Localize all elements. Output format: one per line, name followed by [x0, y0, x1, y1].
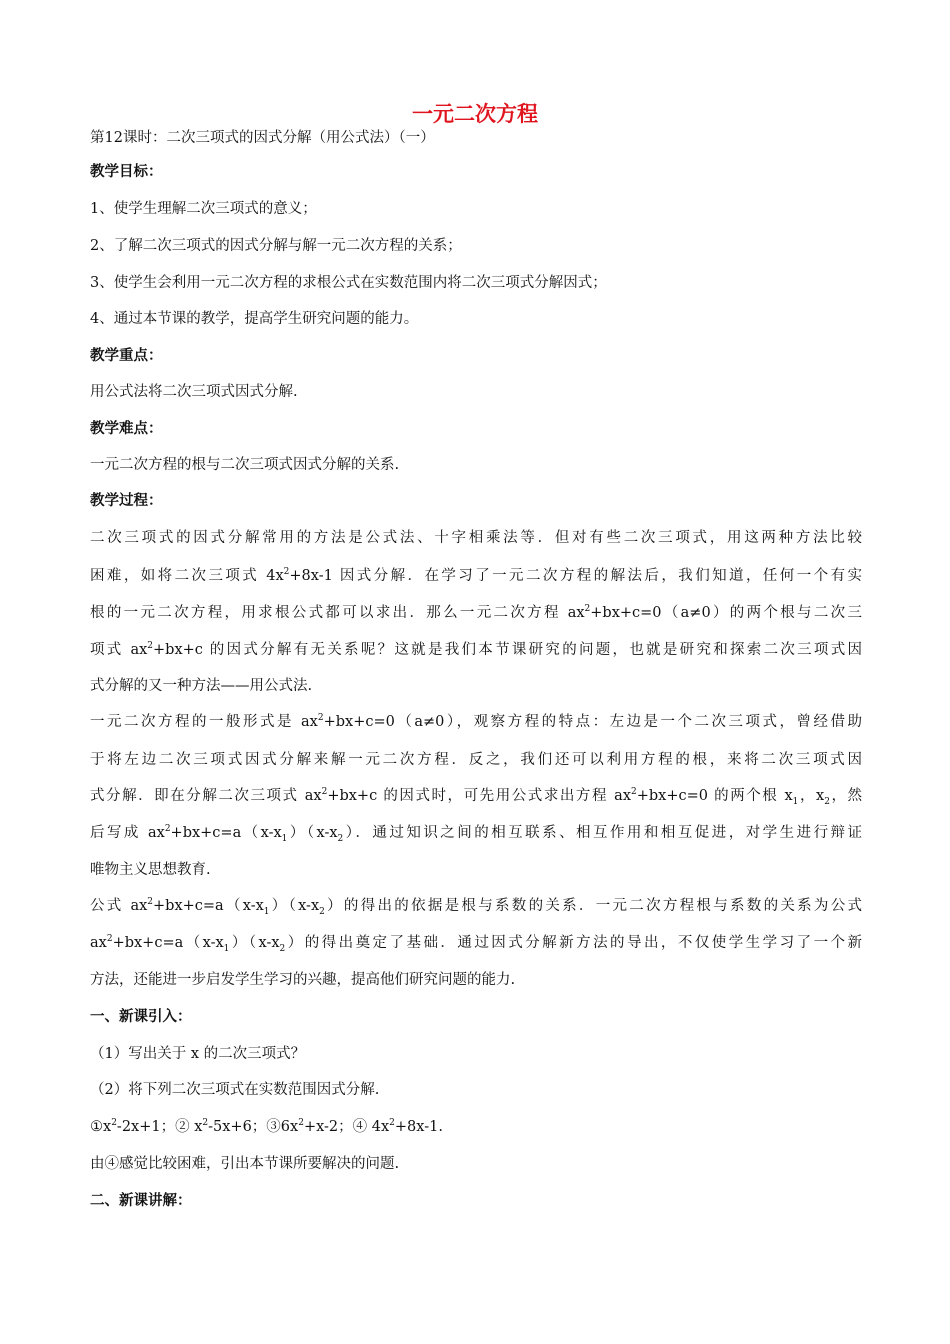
question-item: （2）将下列二次三项式在实数范围因式分解.: [90, 1082, 380, 1098]
paragraph-line: 后写成 $ax^2+bx+c=a(x-x_1)(x-x_2)$．通过知识之间的相互联系、相互作用和相互促进，对学生进行辩证: [90, 824, 862, 844]
section-heading-lecture: 二、新课讲解：: [90, 1193, 192, 1209]
goal-item: 1、使学生理解二次三项式的意义；: [90, 201, 317, 217]
paragraph-line: 一元二次方程的一般形式是 $ax^2+bx+c=0(a\ne 0)$，观察方程的特点：左边是一个二次三项式，曾经借助: [90, 713, 862, 730]
goal-item: 3、使学生会利用一元二次方程的求根公式在实数范围内将二次三项式分解因式；: [90, 275, 607, 291]
key-point-heading: 教学重点：: [90, 348, 163, 364]
paragraph-line: 式分解的又一种方法——用公式法.: [90, 678, 313, 694]
paragraph-line: 困难，如将二次三项式 $4x^2+8x-1$ 因式分解．在学习了一元二次方程的解法后，我们知道，任何一个有实: [90, 567, 862, 584]
paragraph-line: 唯物主义思想教育.: [90, 862, 211, 878]
lesson-subtitle: 第12课时：二次三项式的因式分解（用公式法）（一）: [90, 130, 435, 146]
paragraph-line: 方法，还能进一步启发学生学习的兴趣，提高他们研究问题的能力.: [90, 972, 516, 988]
difficulty-text: 一元二次方程的根与二次三项式因式分解的关系.: [90, 457, 400, 473]
goals-heading: 教学目标：: [90, 164, 163, 180]
paragraph-line: 二次三项式的因式分解常用的方法是公式法、十字相乘法等．但对有些二次三项式，用这两种方法比较: [90, 530, 862, 546]
conclusion-text: 由④感觉比较困难，引出本节课所要解决的问题.: [90, 1156, 400, 1172]
goal-item: 2、了解二次三项式的因式分解与解一元二次方程的关系；: [90, 238, 462, 254]
key-point-text: 用公式法将二次三项式因式分解.: [90, 384, 298, 400]
paragraph-line: 于将左边二次三项式因式分解来解一元二次方程．反之，我们还可以利用方程的根，来将二次三项式因: [90, 752, 862, 768]
process-heading: 教学过程：: [90, 493, 163, 509]
goal-item: 4、通过本节课的教学，提高学生研究问题的能力。: [90, 311, 419, 327]
exercise-list: $①x^2-2x+1$；② $x^2-5x+6$；$③6x^2+x-2$；④ $4x^2+8x-1$.: [90, 1118, 443, 1135]
paragraph-line: 公式 $ax^2+bx+c=a(x-x_1)(x-x_2)$的得出的依据是根与系数的关系．一元二次方程根与系数的关系为公式: [90, 897, 862, 917]
section-heading-intro: 一、新课引入：: [90, 1009, 192, 1025]
question-item: （1）写出关于 x 的二次三项式？: [90, 1046, 306, 1062]
paragraph-line: 根的一元二次方程，用求根公式都可以求出．那么一元二次方程 $ax^2+bx+c=0(a\ne 0)$的两个根与二次三: [90, 604, 862, 621]
paragraph-line: 项式 $ax^2+bx+c$ 的因式分解有无关系呢？这就是我们本节课研究的问题，也就是研究和探索二次三项式因: [90, 641, 862, 658]
paragraph-line: $ax^2+bx+c=a(x-x_1)(x-x_2)$的得出奠定了基础．通过因式分解新方法的导出，不仅使学生学习了一个新: [90, 934, 862, 954]
difficulty-heading: 教学难点：: [90, 421, 163, 437]
document-title: 一元二次方程: [412, 102, 538, 126]
paragraph-line: 式分解．即在分解二次三项式 $ax^2+bx+c$ 的因式时，可先用公式求出方程 $ax^2+bx+c=0$ 的两个根 $x_1$，$x_2$，然: [90, 787, 863, 807]
